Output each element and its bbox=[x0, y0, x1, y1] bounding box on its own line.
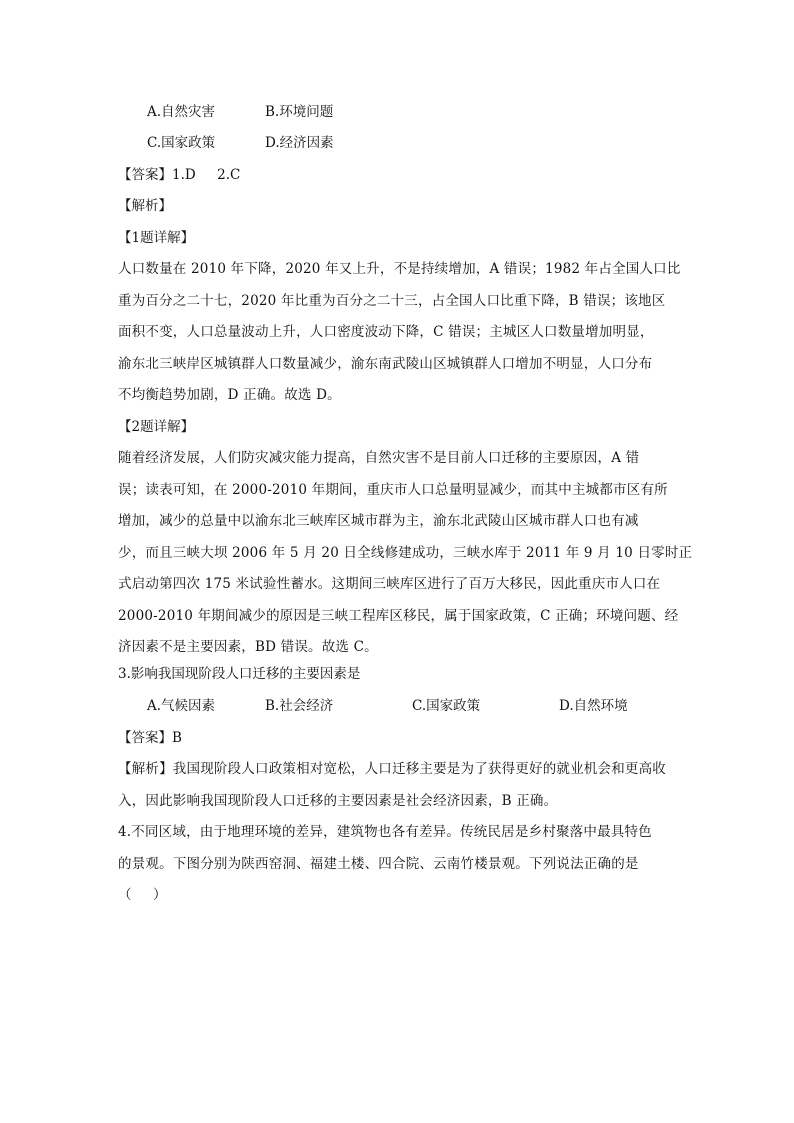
q2-option-c: C.国家政策 bbox=[147, 135, 216, 151]
q2-option-b: B.环境问题 bbox=[265, 104, 334, 120]
q1-detail-heading: 【1题详解】 bbox=[118, 230, 195, 246]
q2-explanation-line: 误；读表可知，在 2000-2010 年期间，重庆市人口总量明显减少，而其中主城都市区有所 bbox=[118, 482, 668, 498]
q2-option-d: D.经济因素 bbox=[265, 135, 334, 151]
q1-explanation-line: 人口数量在 2010 年下降，2020 年又上升，不是持续增加，A 错误；1982 年占全国人口比 bbox=[118, 261, 681, 277]
q3-analysis-line: 【解析】我国现阶段人口政策相对宽松，人口迁移主要是为了获得更好的就业机会和更高收 bbox=[118, 761, 666, 777]
q3-answer: 【答案】B bbox=[118, 730, 182, 746]
q3-option-c: C.国家政策 bbox=[412, 698, 481, 714]
q3-stem: 3.影响我国现阶段人口迁移的主要因素是 bbox=[118, 666, 361, 682]
answer-line-1-2: 【答案】1.D 2.C bbox=[118, 167, 241, 183]
q2-detail-heading: 【2题详解】 bbox=[118, 419, 195, 435]
q1-explanation-line: 不均衡趋势加剧，D 正确。故选 D。 bbox=[118, 387, 341, 403]
q2-explanation-line: 济因素不是主要因素，BD 错误。故选 C。 bbox=[118, 639, 378, 655]
q2-explanation-line: 2000-2010 年期间减少的原因是三峡工程库区移民，属于国家政策，C 正确；环境问题、经 bbox=[118, 608, 679, 624]
q2-explanation-line: 随着经济发展，人们防灾减灾能力提高，自然灾害不是目前人口迁移的主要原因，A 错 bbox=[118, 450, 640, 466]
q4-stem-line: 4.不同区域，由于地理环境的差异，建筑物也各有差异。传统民居是乡村聚落中最具特色 bbox=[118, 824, 652, 840]
q2-explanation-line: 少，而且三峡大坝 2006 年 5 月 20 日全线修建成功，三峡水库于 2011 年 9 月 10 日零时正 bbox=[118, 545, 693, 561]
q3-option-a: A.气候因素 bbox=[147, 698, 216, 714]
q2-explanation-line: 式启动第四次 175 米试验性蓄水。这期间三峡库区进行了百万大移民，因此重庆市人口在 bbox=[118, 576, 661, 592]
q4-answer-blank: （ ） bbox=[118, 887, 167, 903]
q2-option-a: A.自然灾害 bbox=[147, 104, 216, 120]
analysis-heading: 【解析】 bbox=[118, 198, 172, 214]
q4-stem-line: 的景观。下图分别为陕西窑洞、福建土楼、四合院、云南竹楼景观。下列说法正确的是 bbox=[118, 856, 639, 872]
q1-explanation-line: 重为百分之二十七，2020 年比重为百分之二十三，占全国人口比重下降，B 错误；该地区 bbox=[118, 293, 666, 309]
q1-explanation-line: 面积不变，人口总量波动上升，人口密度波动下降，C 错误；主城区人口数量增加明显， bbox=[118, 324, 654, 340]
q3-option-b: B.社会经济 bbox=[265, 698, 334, 714]
q3-option-d: D.自然环境 bbox=[559, 698, 628, 714]
q3-analysis-line: 入，因此影响我国现阶段人口迁移的主要因素是社会经济因素，B 正确。 bbox=[118, 793, 558, 809]
q1-explanation-line: 渝东北三峡岸区城镇群人口数量减少，渝东南武陵山区城镇群人口增加不明显，人口分布 bbox=[118, 356, 653, 372]
q2-explanation-line: 增加，减少的总量中以渝东北三峡库区城市群为主，渝东北武陵山区城市群人口也有减 bbox=[118, 513, 639, 529]
